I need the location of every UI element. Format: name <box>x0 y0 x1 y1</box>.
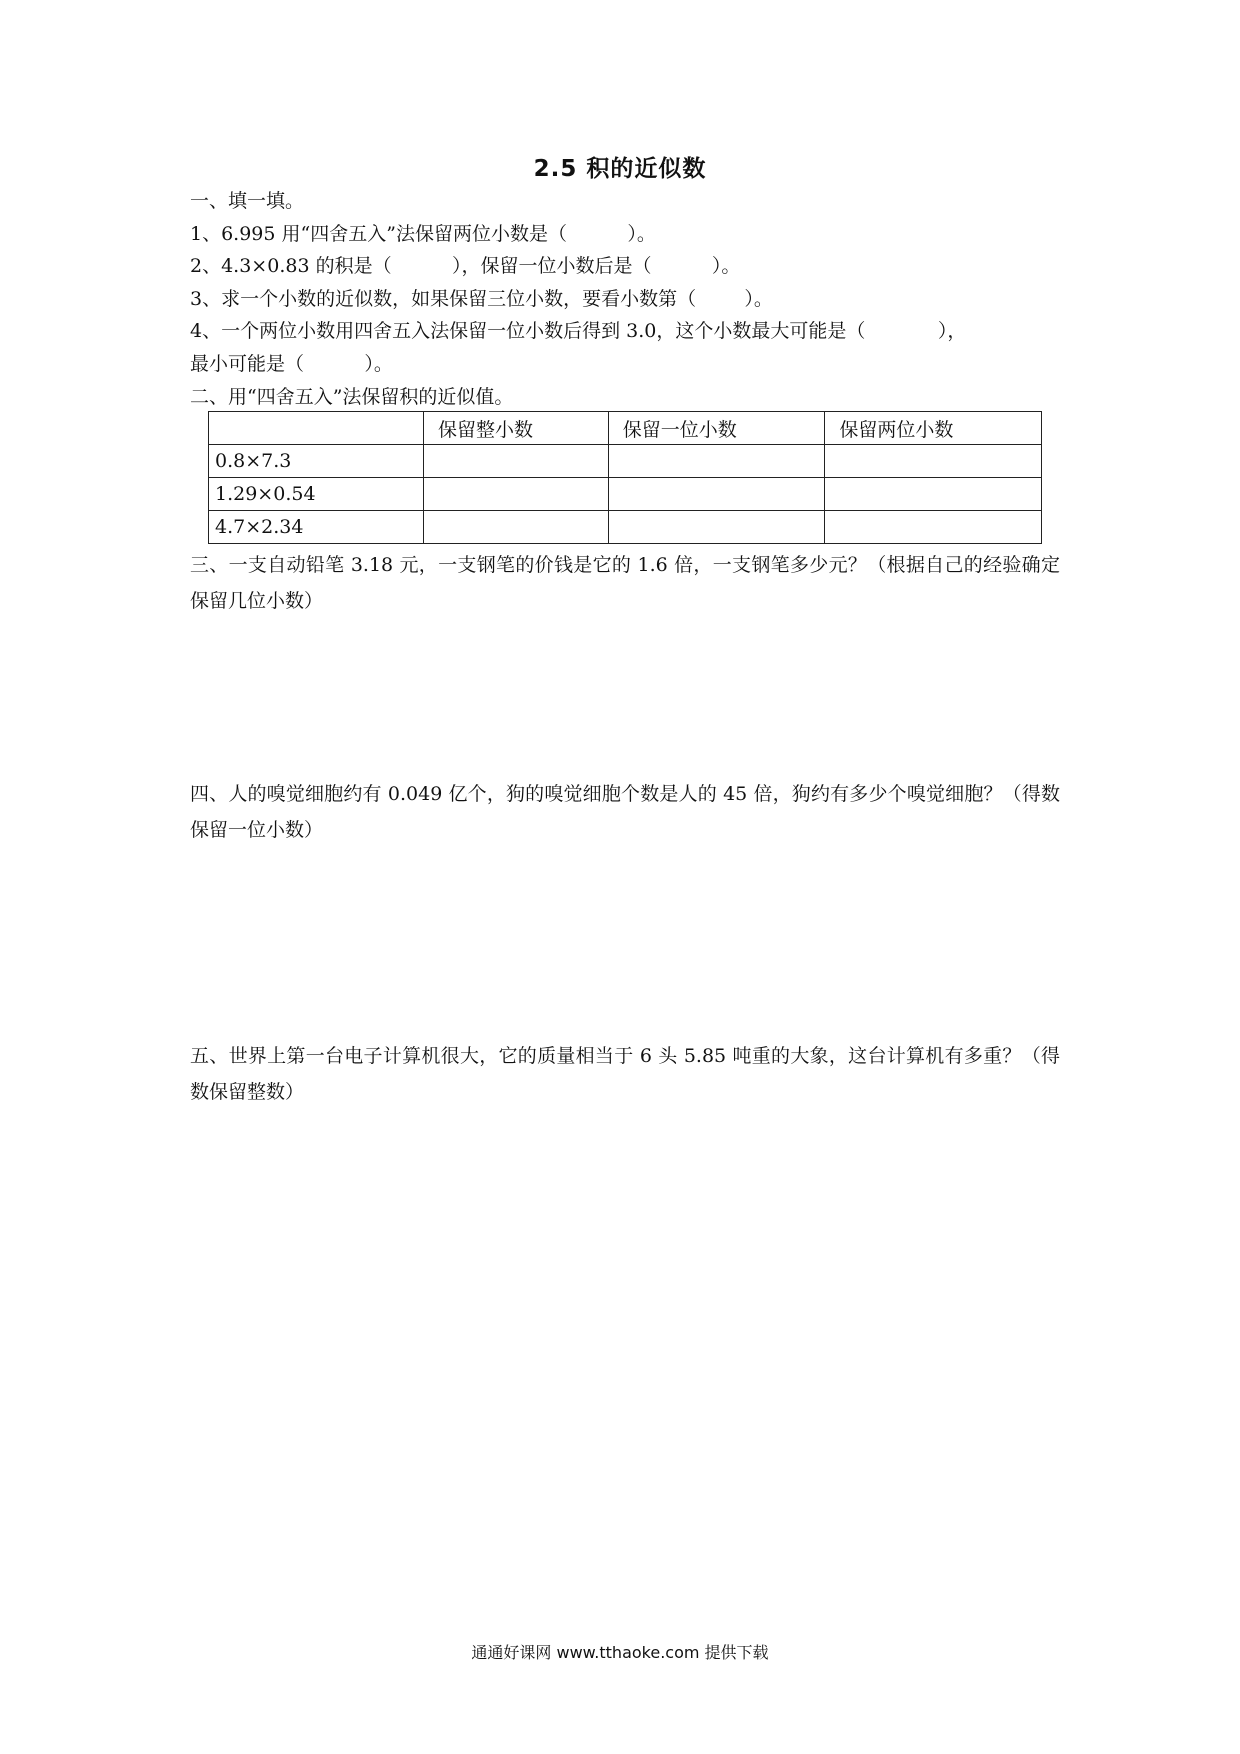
table-header-cell: 保留两位小数 <box>825 412 1042 445</box>
table-header-cell <box>209 412 424 445</box>
section4-question: 四、人的嗅觉细胞约有 0.049 亿个，狗的嗅觉细胞个数是人的 45 倍，狗约有多少个嗅觉细胞？（得数保留一位小数） <box>190 783 1060 841</box>
table-answer-cell[interactable] <box>424 511 609 544</box>
table-answer-cell[interactable] <box>608 478 825 511</box>
page-title: 2.5 积的近似数 <box>533 156 707 182</box>
table-row <box>209 511 1042 544</box>
table-answer-cell[interactable] <box>825 511 1042 544</box>
question-4-line2: 最小可能是（ ）。 <box>190 353 393 375</box>
table-answer-cell[interactable] <box>825 445 1042 478</box>
table-answer-cell[interactable] <box>424 445 609 478</box>
section1-heading: 一、填一填。 <box>190 190 305 212</box>
table-cell-expression: 0.8×7.3 <box>209 445 424 478</box>
question-4-line1: 4、一个两位小数用四舍五入法保留一位小数后得到 3.0，这个小数最大可能是（ ）， <box>190 320 967 342</box>
table-answer-cell[interactable] <box>424 478 609 511</box>
table-cell-expression: 1.29×0.54 <box>209 478 424 511</box>
question-1: 1、6.995 用“四舍五入”法保留两位小数是（ ）。 <box>190 223 656 245</box>
table-answer-cell[interactable] <box>825 478 1042 511</box>
table-row <box>209 445 1042 478</box>
question-2: 2、4.3×0.83 的积是（ ），保留一位小数后是（ ）。 <box>190 255 741 277</box>
table-row <box>209 478 1042 511</box>
table-cell-expression: 4.7×2.34 <box>209 511 424 544</box>
question-3: 3、求一个小数的近似数，如果保留三位小数，要看小数第（ ）。 <box>190 288 773 310</box>
table-header-cell: 保留整小数 <box>424 412 609 445</box>
footer-credit: 通通好课网 www.tthaoke.com 提供下载 <box>471 1643 769 1662</box>
approximation-table <box>208 411 1042 544</box>
section5-question: 五、世界上第一台电子计算机很大，它的质量相当于 6 头 5.85 吨重的大象，这台计算机有多重？（得数保留整数） <box>190 1045 1060 1103</box>
table-header-cell: 保留一位小数 <box>608 412 825 445</box>
table-header-row <box>209 412 1042 445</box>
table-answer-cell[interactable] <box>608 445 825 478</box>
section3-question: 三、一支自动铅笔 3.18 元，一支钢笔的价钱是它的 1.6 倍，一支钢笔多少元？（根据自己的经验确定保留几位小数） <box>190 554 1060 612</box>
section2-heading: 二、用“四舍五入”法保留积的近似值。 <box>190 386 514 408</box>
table-answer-cell[interactable] <box>608 511 825 544</box>
